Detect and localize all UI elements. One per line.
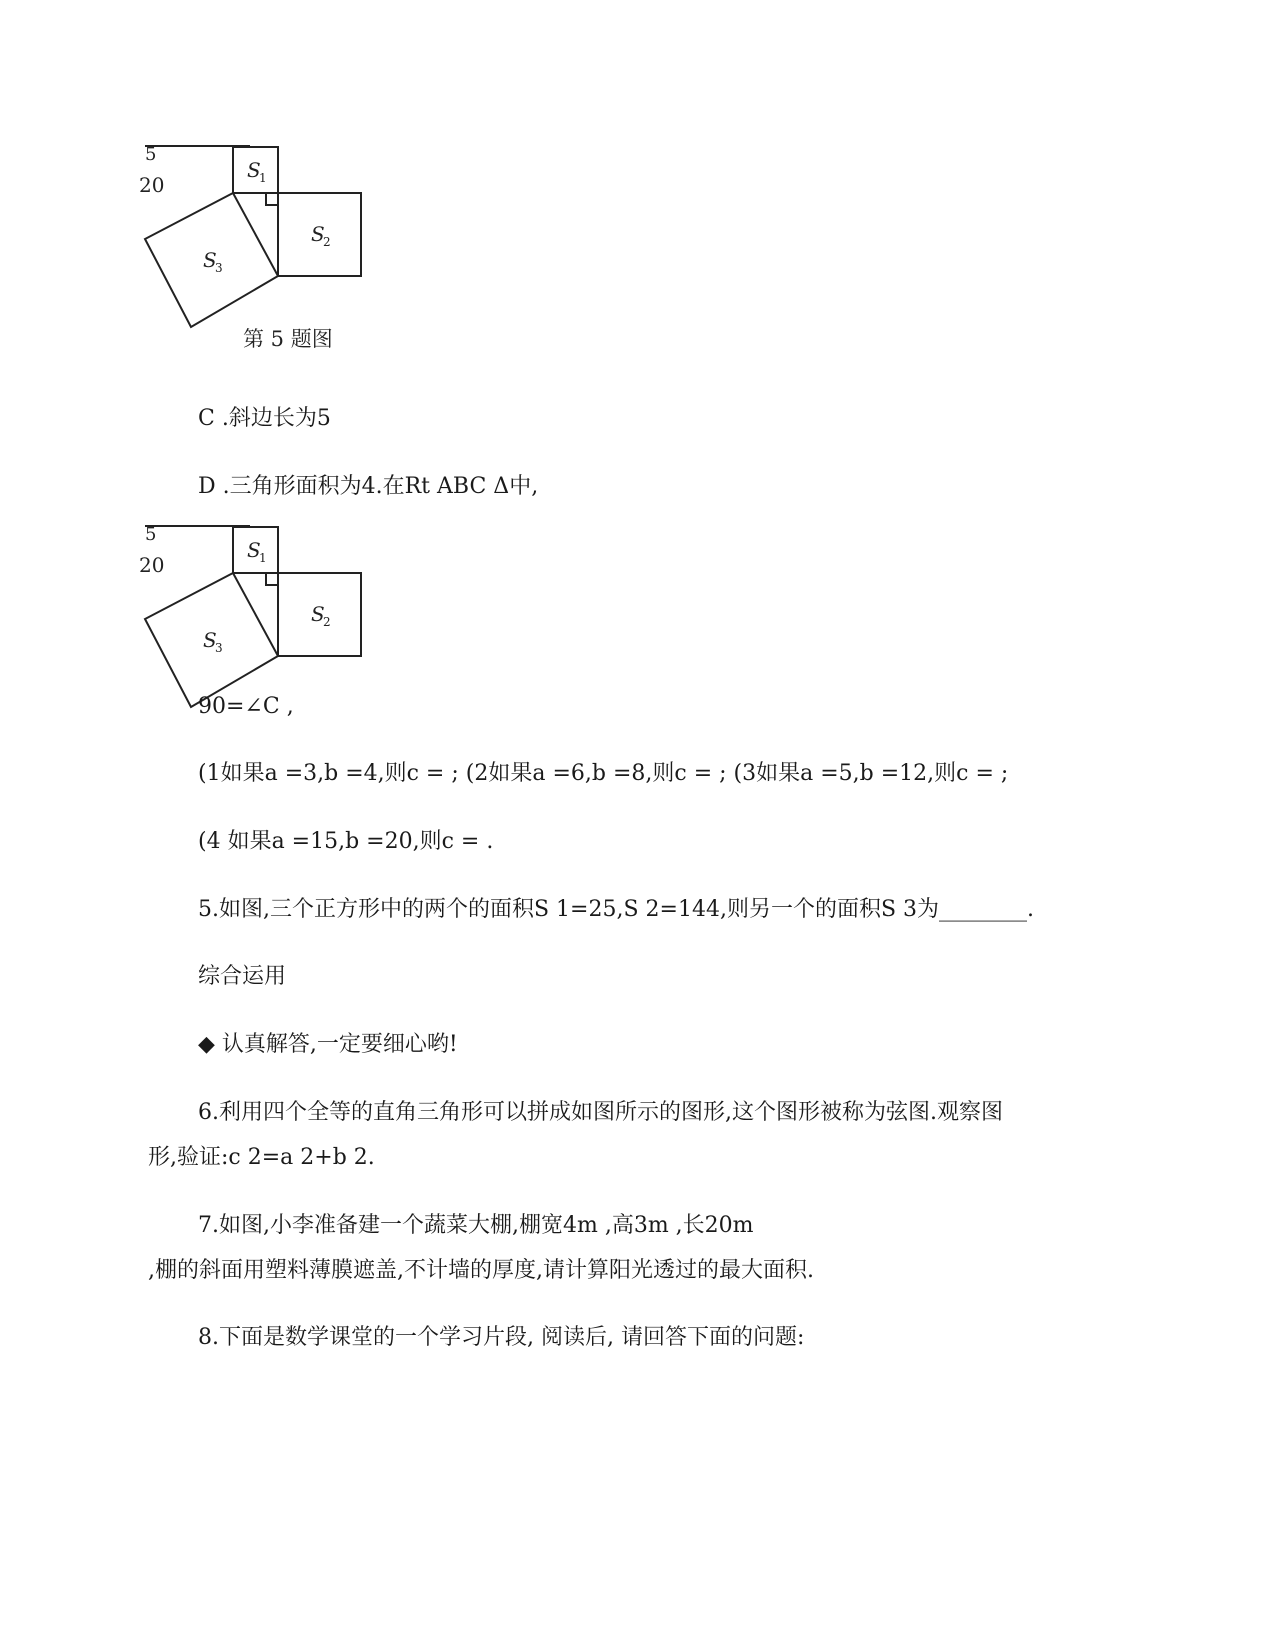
- section-title: 综合运用: [198, 964, 287, 989]
- label-s3: S: [203, 628, 217, 652]
- figure-squares-top: [139, 140, 375, 360]
- label-s3: S: [203, 248, 217, 272]
- edge-text-1: 5: [145, 524, 157, 545]
- label-s2-sub: 2: [323, 615, 331, 629]
- label-s3-sub: 3: [215, 261, 223, 275]
- question-7-line-2: ,棚的斜面用塑料薄膜遮盖,不计墙的厚度,请计算阳光透过的最大面积.: [148, 1258, 814, 1283]
- question-4-part-4: (4 如果a =15,b =20,则c = .: [198, 829, 494, 854]
- angle-condition: 90=∠C ,: [198, 694, 294, 719]
- instruction-line: ◆ 认真解答,一定要细心哟!: [198, 1032, 458, 1057]
- squares-diagram: [139, 140, 375, 360]
- edge-text-1: 5: [145, 144, 157, 165]
- question-6-line-2: 形,验证:c 2=a 2+b 2.: [148, 1145, 375, 1170]
- label-s2: S: [311, 222, 325, 246]
- figure-caption: 第 5 题图: [243, 327, 333, 351]
- label-s1-sub: 1: [259, 171, 267, 185]
- label-s3-sub: 3: [215, 641, 223, 655]
- label-s2: S: [311, 602, 325, 626]
- question-7-line-1: 7.如图,小李准备建一个蔬菜大棚,棚宽4m ,高3m ,长20m: [198, 1213, 754, 1238]
- option-c: C .斜边长为5: [198, 406, 331, 431]
- question-6-line-1: 6.利用四个全等的直角三角形可以拼成如图所示的图形,这个图形被称为弦图.观察图: [198, 1100, 1003, 1125]
- question-5: 5.如图,三个正方形中的两个的面积S 1=25,S 2=144,则另一个的面积S 3为________.: [198, 897, 1035, 922]
- label-s1: S: [247, 158, 261, 182]
- figure-squares-cropped: [139, 520, 375, 655]
- label-s1: S: [247, 538, 261, 562]
- question-8: 8.下面是数学课堂的一个学习片段, 阅读后, 请回答下面的问题:: [198, 1325, 805, 1350]
- label-s2-sub: 2: [323, 235, 331, 249]
- right-angle-mark: [266, 193, 278, 205]
- option-d: D .三角形面积为4.在Rt ABC Δ中,: [198, 474, 539, 499]
- question-4-parts-1-3: (1如果a =3,b =4,则c = ; (2如果a =6,b =8,则c = ; (3如果a =5,b =12,则c = ;: [198, 761, 1009, 786]
- label-s1-sub: 1: [259, 551, 267, 565]
- edge-text-2: 20: [139, 173, 165, 197]
- edge-text-2: 20: [139, 553, 165, 577]
- right-angle-mark: [266, 573, 278, 585]
